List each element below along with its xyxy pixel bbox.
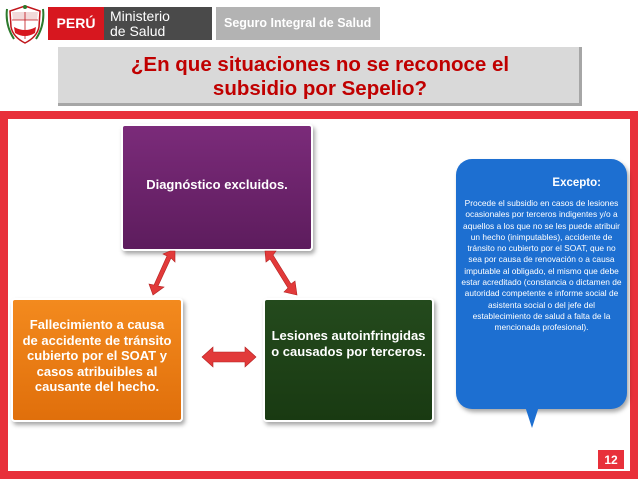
national-coat-of-arms-icon [4,3,46,45]
brand-peru: PERÚ [48,7,104,40]
double-arrow-horizontal-icon [201,346,257,368]
brand-ministry-line2: de Salud [110,23,166,39]
double-arrow-top-left-icon [146,250,178,296]
excluded-diagnosis-label: Diagnóstico excluidos. [146,177,288,192]
brand-program: Seguro Integral de Salud [216,7,380,40]
exception-callout-body: Procede el subsidio en casos de lesiones ocasionales por terceros indigentes y/o a aquellos a los que no se les puede atribuir un hecho (inimputables), accidente de tránsito no cubierto por el SOAT, que no sea por causa de renovación o a causa imputable al obligado, el mismo que debe estar acreditado (constancia o dictamen de autoridad competente e informe social de asistenta social o del jefe del establecimiento de salud a falta de la mencionada profesional). [461,198,622,333]
header-bar [0,0,638,47]
page-title [58,53,582,101]
exception-callout-title: Excepto: [552,177,601,189]
self-inflicted-injuries-box [263,298,434,422]
brand-ministry-line1: Ministerio [110,8,170,24]
self-inflicted-injuries-label: Lesiones autoinfringidas o causados por terceros. [271,328,426,359]
brand-ministry [104,7,212,40]
page-number: 12 [597,449,625,470]
traffic-accident-box [11,298,183,422]
excluded-diagnosis-box [121,124,313,251]
double-arrow-top-right-icon [263,250,301,296]
exception-callout-tail [523,400,541,428]
traffic-accident-label: Fallecimiento a causa de accidente de tránsito cubierto por el SOAT y casos atribuibles al causante del hecho. [22,317,172,394]
title-line-2: subsidio por Sepelio? [212,77,428,100]
title-line-1: ¿En que situaciones no se reconoce el [130,53,510,76]
